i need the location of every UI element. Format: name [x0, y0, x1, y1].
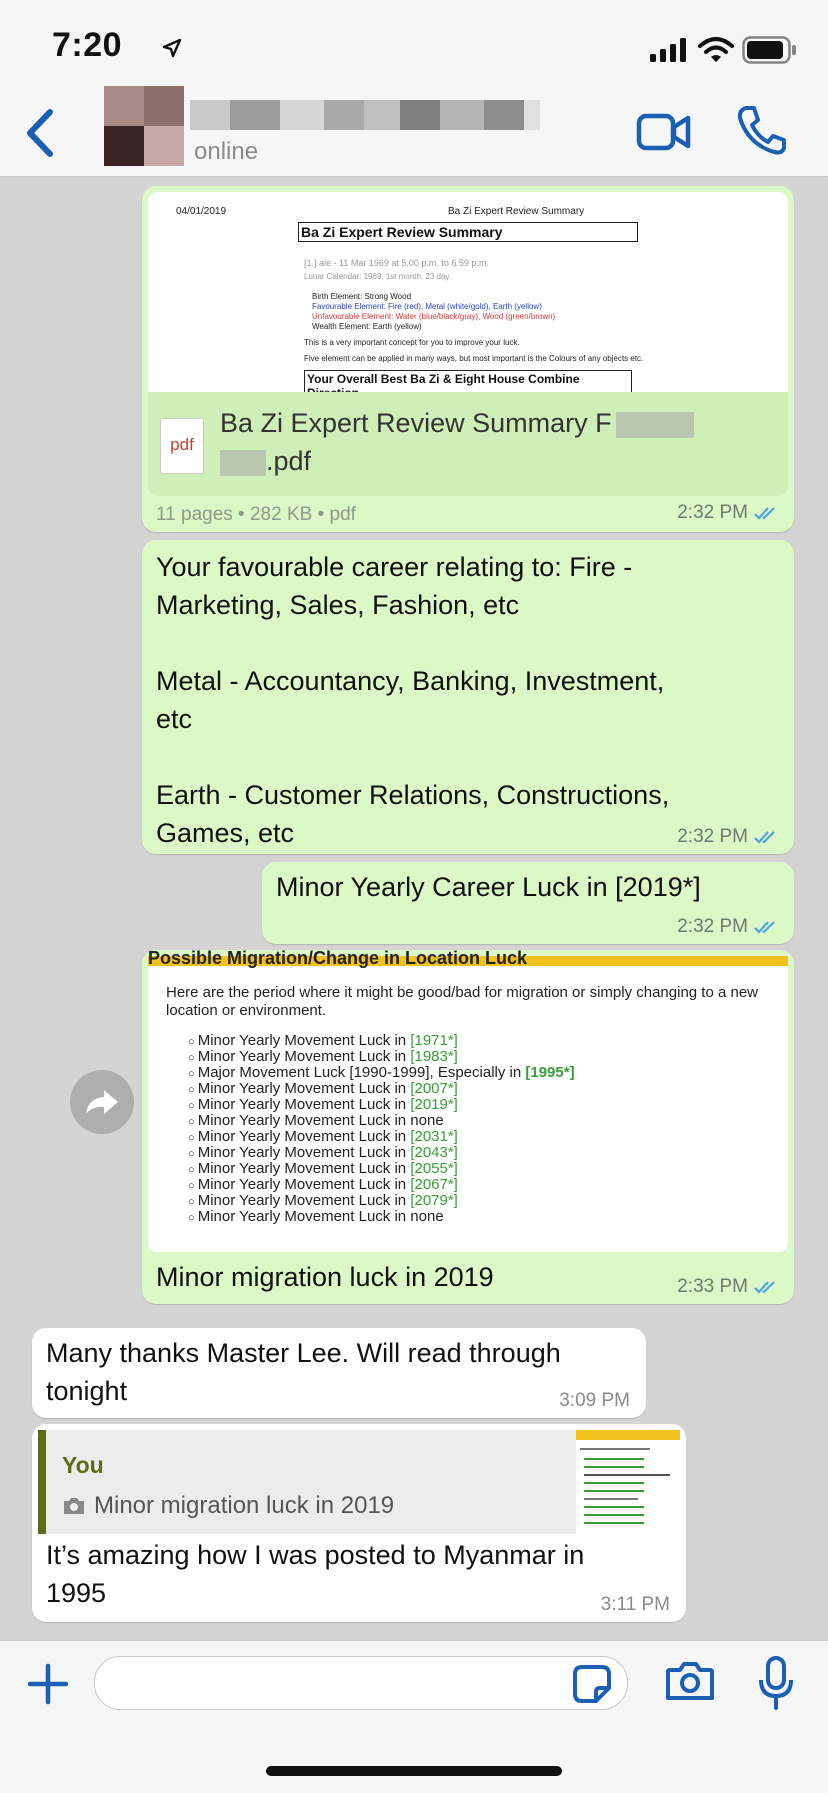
message-minor-career[interactable]	[262, 862, 794, 944]
message-meta	[677, 826, 780, 848]
contact-status: online	[194, 138, 259, 165]
quote-bar	[38, 1430, 46, 1534]
doc-date: 04/01/2019	[176, 206, 227, 217]
movement-luck-item: ○ Minor Yearly Movement Luck in [2079*]	[188, 1192, 458, 1209]
movement-luck-item: ○ Minor Yearly Movement Luck in [1983*]	[188, 1048, 458, 1065]
quote-content	[62, 1492, 394, 1520]
movement-luck-item: ○ Minor Yearly Movement Luck in [2067*]	[188, 1176, 458, 1193]
location-arrow-icon	[162, 38, 182, 58]
home-indicator[interactable]	[266, 1766, 562, 1776]
forward-button[interactable]	[70, 1070, 134, 1134]
message-image[interactable]	[142, 950, 794, 1304]
movement-luck-item: ○ Minor Yearly Movement Luck in [2043*]	[188, 1144, 458, 1161]
message-input[interactable]	[94, 1656, 628, 1710]
forward-arrow-icon	[70, 1070, 134, 1134]
doc-section-box: Your Overall Best Ba Zi & Eight House Combine	[304, 370, 632, 402]
quote-author: You	[62, 1452, 104, 1478]
message-document[interactable]	[142, 186, 794, 532]
doc-note: This is a very important concept for you to improve your luck.	[304, 338, 520, 347]
doc-bullet: Wealth Element: Earth (yellow)	[312, 322, 422, 331]
quote-text: Minor migration luck in 2019	[94, 1492, 395, 1519]
message-text: Many thanks Master Lee. Will read through tonight	[46, 1338, 561, 1406]
doc-bullet: Birth Element: Strong Wood	[312, 292, 412, 301]
doc-line: Lunar Calendar: 1969, 1st month, 23 day.	[304, 272, 452, 281]
image-preview[interactable]	[148, 948, 788, 1252]
sticker-icon[interactable]	[572, 1664, 612, 1704]
message-time: 2:32 PM	[677, 916, 748, 937]
doc-line: [1.] ale - 11 Mar 1969 at 5.00 p.m. to 6.59 p.m.	[304, 258, 489, 268]
doc-bullet: Unfavourable Element: Water (blue/black/gray), Wood (green/brown)	[312, 312, 556, 321]
wifi-icon	[698, 36, 734, 64]
contact-name-redacted[interactable]	[190, 100, 540, 130]
pdf-file-info: 11 pages • 282 KB • pdf	[156, 504, 356, 525]
plus-icon[interactable]	[28, 1664, 68, 1704]
quoted-message[interactable]	[38, 1430, 680, 1534]
back-chevron-icon[interactable]	[24, 108, 58, 158]
movement-luck-item: ○ Minor Yearly Movement Luck in [2055*]	[188, 1160, 458, 1177]
signal-icon	[650, 38, 690, 62]
doc-title-box: Ba Zi Expert Review Summary	[298, 222, 638, 242]
doc-note: Five element can be applied in many ways, but most important is the Colours of any objects etc.	[304, 354, 644, 363]
message-meta	[677, 916, 780, 938]
message-reply[interactable]	[32, 1424, 686, 1622]
microphone-icon[interactable]	[758, 1656, 794, 1712]
read-ticks-icon	[754, 829, 780, 845]
status-time: 7:20	[52, 26, 123, 64]
camera-icon[interactable]	[666, 1660, 714, 1702]
message-career[interactable]	[142, 540, 794, 854]
doc-heading: Ba Zi Expert Review Summary	[448, 206, 585, 217]
pdf-filename: Ba Zi Expert Review Summary F .pdf	[220, 404, 694, 480]
movement-luck-item: ○ Minor Yearly Movement Luck in none	[188, 1208, 444, 1225]
contact-avatar[interactable]	[104, 86, 184, 166]
camera-icon	[62, 1496, 86, 1516]
movement-luck-item: ○ Minor Yearly Movement Luck in [2007*]	[188, 1080, 458, 1097]
message-text: It’s amazing how I was posted to Myanmar in 1995	[46, 1540, 585, 1608]
movement-luck-item: ○ Major Movement Luck [1990-1999], Especially in [1995*]	[188, 1064, 575, 1081]
quote-thumbnail	[576, 1430, 680, 1534]
pdf-file-icon: pdf	[160, 418, 204, 474]
image-intro: Here are the period where it might be good/bad for migration or simply changing to a new	[166, 984, 758, 1001]
message-time: 2:33 PM	[677, 1276, 748, 1297]
movement-luck-item: ○ Minor Yearly Movement Luck in [1971*]	[188, 1032, 458, 1049]
message-time: 2:32 PM	[677, 826, 748, 847]
message-text: Your favourable career relating to: Fire - Marketing, Sales, Fashion, etc Metal - Accountancy, Banking, Investment, etc Earth - Customer Relations, Constructions, Games, etc	[156, 552, 670, 848]
message-time: 3:09 PM	[559, 1390, 630, 1411]
message-meta	[677, 1276, 780, 1298]
image-header: Possible Migration/Change in Location Luck	[148, 948, 528, 968]
pdf-preview[interactable]	[148, 192, 788, 392]
image-intro: location or environment.	[166, 1002, 327, 1019]
read-ticks-icon	[754, 919, 780, 935]
pdf-file-row[interactable]	[148, 392, 788, 496]
message-thanks[interactable]	[32, 1328, 646, 1418]
video-call-icon[interactable]	[636, 110, 692, 154]
read-ticks-icon	[754, 1279, 780, 1295]
message-text: Minor Yearly Career Luck in [2019*]	[276, 872, 701, 902]
doc-bullet: Favourable Element: Fire (red), Metal (white/gold), Earth (yellow)	[312, 302, 542, 311]
movement-luck-item: ○ Minor Yearly Movement Luck in none	[188, 1112, 444, 1129]
message-time: 2:32 PM	[677, 502, 748, 523]
message-input-field[interactable]	[111, 1657, 575, 1707]
movement-luck-item: ○ Minor Yearly Movement Luck in [2019*]	[188, 1096, 458, 1113]
message-time: 3:11 PM	[600, 1594, 670, 1615]
message-meta	[677, 502, 780, 524]
read-ticks-icon	[754, 505, 780, 521]
phone-call-icon[interactable]	[736, 104, 786, 156]
battery-icon	[742, 36, 798, 64]
movement-luck-item: ○ Minor Yearly Movement Luck in [2031*]	[188, 1128, 458, 1145]
image-caption: Minor migration luck in 2019	[156, 1262, 494, 1292]
